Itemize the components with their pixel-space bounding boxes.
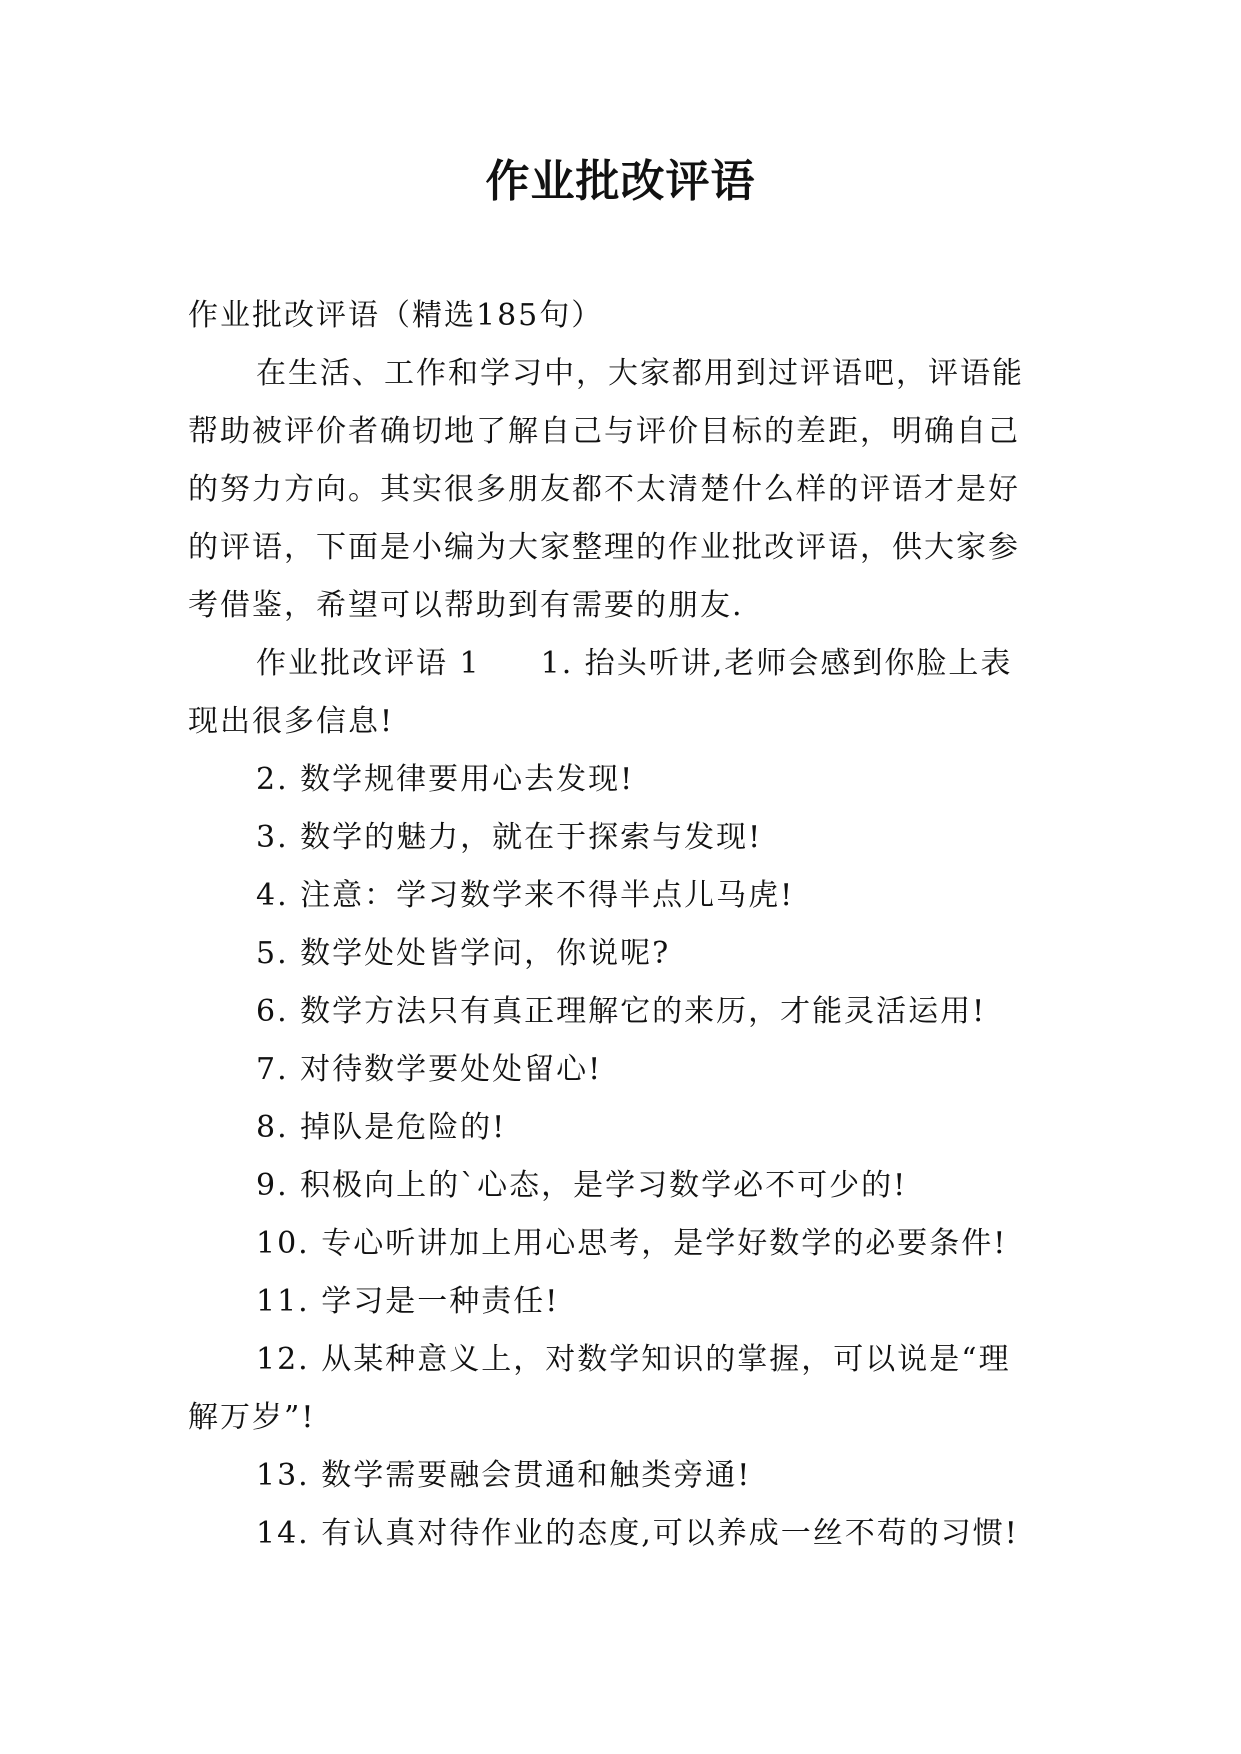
section-heading: 作业批改评语 1	[256, 646, 481, 681]
list-item: 14. 有认真对待作业的态度,可以养成一丝不苟的习惯!	[256, 1516, 1019, 1551]
intro-line: 的努力方向。其实很多朋友都不太清楚什么样的评语才是好	[188, 472, 1020, 507]
document-subtitle: 作业批改评语（精选185句）	[188, 298, 604, 333]
intro-line: 帮助被评价者确切地了解自己与评价目标的差距，明确自己	[188, 414, 1020, 449]
document-body	[188, 287, 1053, 1563]
list-item: 2. 数学规律要用心去发现!	[256, 762, 635, 797]
list-item: 10. 专心听讲加上用心思考，是学好数学的必要条件!	[256, 1226, 1008, 1261]
list-item: 4. 注意：学习数学来不得半点儿马虎!	[256, 878, 795, 913]
intro-line: 考借鉴，希望可以帮助到有需要的朋友.	[188, 588, 744, 623]
list-item: 5. 数学处处皆学问，你说呢?	[256, 936, 671, 971]
list-item: 9. 积极向上的`心态，是学习数学必不可少的!	[256, 1168, 908, 1203]
list-item: 8. 掉队是危险的!	[256, 1110, 507, 1145]
intro-line: 在生活、工作和学习中，大家都用到过评语吧，评语能	[256, 356, 1024, 391]
intro-paragraph	[188, 345, 1053, 635]
list-item: 11. 学习是一种责任!	[256, 1284, 560, 1319]
intro-line: 的评语，下面是小编为大家整理的作业批改评语，供大家参	[188, 530, 1020, 565]
list-item: 13. 数学需要融会贯通和触类旁通!	[256, 1458, 752, 1493]
list-item: 7. 对待数学要处处留心!	[256, 1052, 603, 1087]
list-item: 3. 数学的魅力，就在于探索与发现!	[256, 820, 763, 855]
list-item	[188, 635, 1053, 693]
list-item: 12. 从某种意义上，对数学知识的掌握，可以说是“理	[256, 1342, 1011, 1377]
list-item: 6. 数学方法只有真正理解它的来历，才能灵活运用!	[256, 994, 987, 1029]
list-item-text: 1. 抬头听讲,老师会感到你脸上表	[540, 646, 1013, 681]
list-item-continuation: 解万岁”!	[188, 1400, 316, 1435]
document-title: 作业批改评语	[485, 156, 756, 207]
list-item-continuation: 现出很多信息!	[188, 704, 395, 739]
